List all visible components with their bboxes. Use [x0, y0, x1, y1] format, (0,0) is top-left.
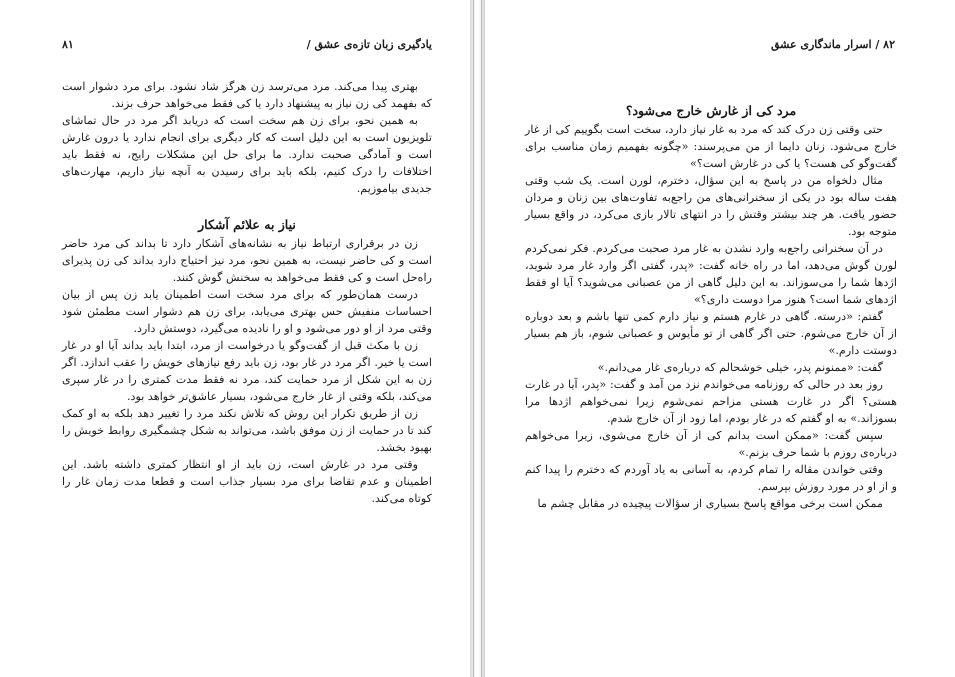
paragraph: در آن سخنرانی راجع‌به وارد نشدن به غار مرد صحبت می‌کردم. فکر نمی‌کردم لورن گوش می‌دهد، اما در راه خانه گفت: «پدر، گفتی اگر وارد غار مرد شوید، اژدها شما را می‌سوزاند. به این دلیل گاهی از من عصبانی می‌شوید؟ آیا او فقط اژدهای شما است؟ هنوز مرا دوست داری؟» — [525, 242, 897, 306]
paragraph: گفتم: «درسته. گاهی در غارم هستم و نیاز دارم کمی تنها باشم و بعد دوباره از آن خارج می‌شوم. حتی اگر گاهی از تو مأیوس و عصبانی شوم، باز هم بسیار دوستت دارم.» — [525, 310, 897, 357]
paragraph: زن در برقراری ارتباط نیاز به نشانه‌های آشکار دارد تا بداند کی مرد حاضر است و کی حاضر نیست، به همین نحو، مرد نیز احتیاج دارد بداند کی زن پذیرای راه‌حل است و کی فقط می‌خواهد به سخنش گوش کنند. — [62, 237, 432, 284]
paragraph: روز بعد در حالی که روزنامه می‌خواندم نزد من آمد و گفت: «پدر، آیا در غارت هستی؟ اگر در غارت هستی مزاحم نمی‌شوم زیرا نمی‌خواهم اژدها مرا بسوزاند.» به او گفتم که در غار بودم، اما زود از آن خارج شدم. — [525, 378, 897, 425]
body-text — [525, 100, 897, 512]
section-heading: نیاز به علائم آشکار — [198, 217, 296, 232]
paragraph: گفت: «ممنونم پدر، خیلی خوشحالم که درباره‌ی غار می‌دانم.» — [597, 361, 883, 374]
header-title: ۸۲ / اسرار ماندگاری عشق — [770, 38, 895, 51]
paragraph: سپس گفت: «ممکن است بدانم کی از آن خارج می‌شوی، زیرا می‌خواهم درباره‌ی روزم با شما حرف بزنم.» — [525, 429, 897, 459]
paragraph: درست همان‌طور که برای مرد سخت است اطمینان یابد زن پس از بیان احساسات منفیش حس بهتری می‌یابد، برای زن هم دشوار است مطمئن شود وقتی مرد از او دور می‌شود و او را نادیده می‌گیرد، دوستش دارد. — [62, 288, 432, 335]
running-header — [517, 38, 895, 54]
paragraph: وقتی خواندن مقاله را تمام کردم، به آسانی به یاد آوردم که دخترم را پیدا کنم و از او در مورد روزش بپرسم. — [525, 463, 897, 493]
page-number: ۸۱ — [62, 38, 74, 51]
running-header — [62, 38, 432, 54]
right-page — [485, 0, 955, 677]
book-gutter — [470, 0, 485, 677]
paragraph: زن با مکث قبل از گفت‌وگو یا درخواست از مرد، ابتدا باید بداند آیا او در غار است یا خیر. اگر مرد در غار بود، زن باید رفع نیازهای خویش را عقب اندازد. اگر زن به این شکل از مرد حمایت کند، مرد نه فقط مدت کمتری را در غار سپری می‌کند، بلکه وقتی از غار خارج می‌شود، بسیار عاشق‌تر خواهد بود. — [62, 339, 432, 403]
paragraph: ممکن است برخی مواقع پاسخ بسیاری از سؤالات پیچیده در مقابل چشم ما — [537, 497, 883, 510]
paragraph: به همین نحو، برای زن هم سخت است که دریابد اگر مرد در حال تماشای تلویزیون است به این دلیل است که کار دیگری برای انجام ندارد یا درون غارش است و آمادگی صحبت ندارد. ما برای حل این مشکلات رایج، نه فقط باید اختلافات را درک کنیم، بلکه باید برای رسیدن به آنچه نیاز داریم، مهارت‌های جدیدی بیاموزیم. — [62, 114, 432, 195]
paragraph: وقتی مرد در غارش است، زن باید از او انتظار کمتری داشته باشد. این اطمینان و عدم تقاضا برای مرد بسیار جذاب است و قطعا مدت زمان غار را کوتاه می‌کند. — [62, 458, 432, 505]
paragraph: مثال دلخواه من در پاسخ به این سؤال، دخترم، لورن است. یک شب وقتی هفت ساله بود در یکی از سخنرانی‌های من راجع‌به تفاوت‌های بین زنان و مردان حضور یافت. هر چند بیشتر وقتش را در انتهای تالار بازی می‌کرد، در واقع بسیار متوجه بود. — [525, 174, 897, 238]
paragraph: زن از طریق تکرار این روش که تلاش نکند مرد را تغییر دهد بلکه به او کمک کند تا در حمایت از زن موفق باشد، می‌تواند به شکل چشمگیری روابط خویش را بهبود بخشد. — [62, 407, 432, 454]
paragraph: بهتری پیدا می‌کند. مرد می‌ترسد زن هرگز شاد نشود. برای مرد دشوار است که بفهمد کی زن نیاز به پیشنهاد دارد یا کی فقط می‌خواهد حرف بزند. — [62, 80, 432, 110]
header-title: یادگیری زبان تازه‌ی عشق / — [306, 38, 432, 51]
body-text — [62, 78, 432, 507]
left-page — [0, 0, 470, 677]
section-heading: مرد کی از غارش خارج می‌شود؟ — [625, 103, 797, 118]
paragraph: حتی وقتی زن درک کند که مرد به غار نیاز دارد، سخت است بگوییم کی از غار خارج می‌شود. زنان دایما از من می‌پرسند: «چگونه بفهمیم زمان مناسب برای گفت‌وگو کی هست؟ یا کی در غارش است؟» — [525, 123, 897, 170]
